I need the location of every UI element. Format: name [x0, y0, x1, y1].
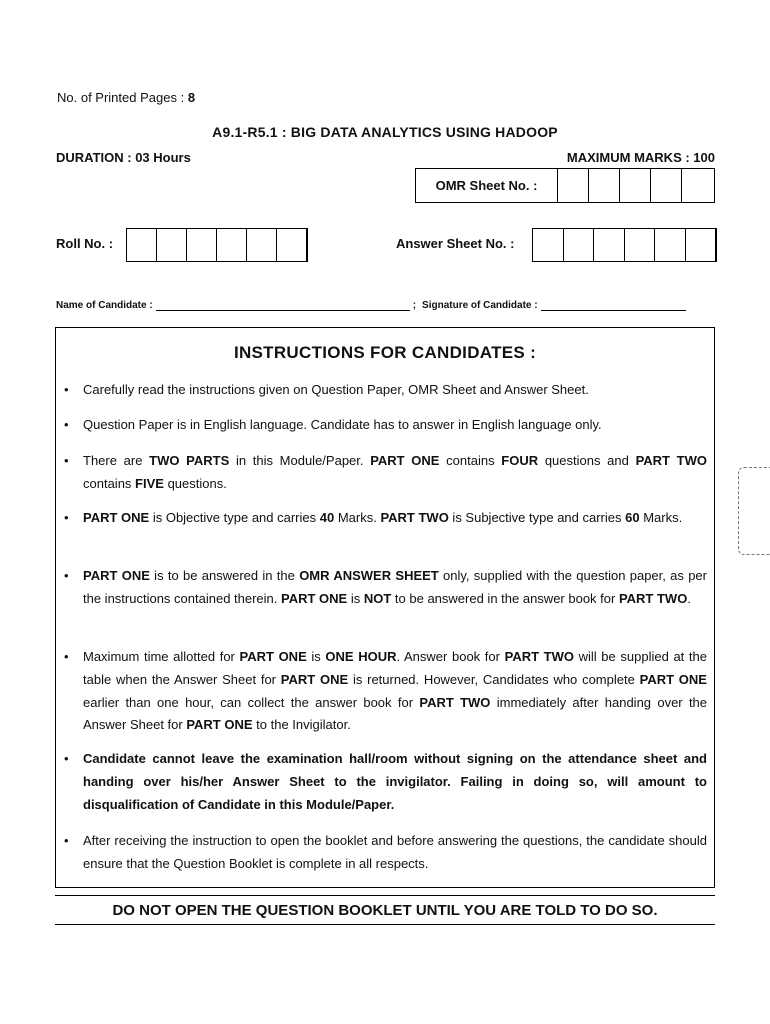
instruction-text: . Answer book for [396, 649, 505, 664]
duration: DURATION : 03 Hours [56, 150, 191, 165]
signature-field[interactable] [541, 301, 686, 311]
dashed-margin-mark [738, 467, 770, 555]
instruction-text: . [687, 590, 691, 606]
footer-warning: DO NOT OPEN THE QUESTION BOOKLET UNTIL YOU ARE TOLD TO DO SO. [55, 895, 715, 925]
instruction-text: immediately after handing over the Answer Sheet for [83, 694, 708, 733]
instruction-emphasis: Candidate cannot leave the examination hall/room without signing on the attendance sheet and handing over his/her Answer Sheet to the invigilator. Failing in doing so, will amount to disqualification of Candidate in this Module/Paper. [83, 751, 707, 812]
instruction-emphasis: PART TWO [635, 453, 707, 468]
instruction-text: questions. [163, 475, 227, 491]
omr-cell[interactable] [589, 169, 620, 202]
name-label: Name of Candidate : [56, 300, 153, 311]
instruction-text: Carefully read the instructions given on Question Paper, OMR Sheet and Answer Sheet. [83, 382, 589, 397]
instruction-emphasis: PART TWO [380, 510, 449, 525]
instruction-emphasis: PART ONE [239, 649, 307, 664]
instruction-emphasis: 40 [319, 510, 335, 525]
instruction-text: Marks. [639, 510, 683, 525]
roll-no-label: Roll No. : [56, 236, 114, 251]
roll-cell[interactable] [217, 229, 247, 261]
bullet: • [64, 417, 69, 432]
instruction-text: contains [83, 475, 136, 491]
instruction-text: questions and [538, 453, 636, 468]
bullet: • [64, 833, 69, 848]
roll-cell[interactable] [277, 229, 307, 261]
maximum-marks: MAXIMUM MARKS : 100 [566, 150, 715, 165]
printed-pages [57, 90, 195, 105]
instruction-emphasis: PART ONE [83, 568, 150, 583]
answer-sheet-cells[interactable] [532, 228, 717, 262]
omr-cell[interactable] [651, 169, 682, 202]
instruction-emphasis: TWO PARTS [149, 453, 230, 468]
instruction-emphasis: FOUR [501, 453, 539, 468]
roll-no-cells[interactable] [126, 228, 308, 262]
bullet: • [64, 568, 69, 583]
instruction-emphasis: PART ONE [186, 717, 253, 733]
answer-cell[interactable] [533, 229, 564, 261]
bullet: • [64, 453, 69, 468]
instruction-text: is to be answered in the [149, 568, 300, 583]
omr-cell[interactable] [620, 169, 651, 202]
signature-label: Signature of Candidate : [422, 300, 538, 311]
bullet: • [64, 751, 69, 766]
answer-cell[interactable] [594, 229, 625, 261]
instruction-item [64, 646, 708, 737]
instruction-text: in this Module/Paper. [229, 453, 371, 468]
instruction-item [64, 414, 707, 437]
roll-cell[interactable] [157, 229, 187, 261]
instruction-text: Maximum time allotted for [83, 649, 240, 664]
instruction-text: earlier than one hour, can collect the answer book for [83, 694, 420, 710]
omr-sheet-box [415, 168, 715, 203]
instruction-emphasis: PART ONE [83, 510, 150, 525]
omr-sheet-cells[interactable] [558, 169, 713, 202]
answer-cell[interactable] [655, 229, 686, 261]
instruction-emphasis: PART ONE [639, 671, 707, 687]
instruction-emphasis: FIVE [135, 475, 164, 491]
instruction-item [64, 379, 707, 402]
paper-title: A9.1-R5.1 : BIG DATA ANALYTICS USING HADOOP [212, 124, 558, 140]
instruction-emphasis: ONE HOUR [325, 649, 397, 664]
bullet: • [64, 649, 69, 664]
roll-cell[interactable] [127, 229, 157, 261]
answer-sheet-label: Answer Sheet No. : [396, 236, 515, 251]
instruction-text: is Subjective type and carries [448, 510, 626, 525]
instruction-text: contains [439, 453, 502, 468]
instruction-text: is Objective type and carries [149, 510, 320, 525]
instruction-item [64, 565, 707, 611]
instruction-text: only, supplied with the question paper, as per the instructions contained therein. [83, 568, 707, 606]
instruction-text: will be supplied at the table when the Answer Sheet for [83, 649, 707, 687]
omr-cell[interactable] [558, 169, 589, 202]
instruction-text: is [306, 649, 326, 664]
omr-cell[interactable] [682, 169, 713, 202]
instruction-text: Marks. [334, 510, 381, 525]
instruction-emphasis: PART TWO [504, 649, 574, 664]
instruction-item [64, 748, 707, 816]
instruction-emphasis: NOT [363, 590, 392, 606]
answer-cell[interactable] [686, 229, 717, 261]
instruction-emphasis: OMR ANSWER SHEET [299, 568, 439, 583]
instruction-text: is returned. However, Candidates who complete [348, 671, 640, 687]
instruction-emphasis: PART TWO [618, 590, 688, 606]
instruction-item [64, 830, 707, 876]
instructions-title: INSTRUCTIONS FOR CANDIDATES : [233, 343, 537, 362]
roll-cell[interactable] [247, 229, 277, 261]
instructions-box [55, 327, 715, 888]
instruction-text: After receiving the instruction to open the booklet and before answering the questions, the candidate should ensure that the Question Booklet is complete in all respects. [83, 833, 707, 871]
bullet: • [64, 510, 69, 525]
instruction-emphasis: PART ONE [281, 590, 348, 606]
answer-cell[interactable] [564, 229, 595, 261]
name-field[interactable] [156, 301, 410, 311]
instruction-emphasis: PART ONE [370, 453, 440, 468]
instruction-item [64, 450, 707, 496]
roll-cell[interactable] [187, 229, 217, 261]
instruction-emphasis: PART TWO [419, 694, 491, 710]
instruction-item [64, 507, 707, 530]
instruction-text: to be answered in the answer book for [391, 590, 619, 606]
printed-pages-label: No. of Printed Pages : [57, 90, 185, 105]
instruction-text: to the Invigilator. [252, 717, 351, 733]
instruction-emphasis: 60 [625, 510, 640, 525]
answer-cell[interactable] [625, 229, 656, 261]
omr-sheet-label: OMR Sheet No. : [416, 169, 558, 202]
instruction-text: Question Paper is in English language. Candidate has to answer in English language only. [83, 417, 602, 432]
separator: ; [412, 300, 417, 311]
instruction-text: There are [83, 453, 150, 468]
instruction-text: is [347, 590, 364, 606]
bullet: • [64, 382, 69, 397]
name-signature-line [56, 300, 716, 311]
printed-pages-value: 8 [187, 90, 196, 105]
instruction-emphasis: PART ONE [280, 671, 349, 687]
